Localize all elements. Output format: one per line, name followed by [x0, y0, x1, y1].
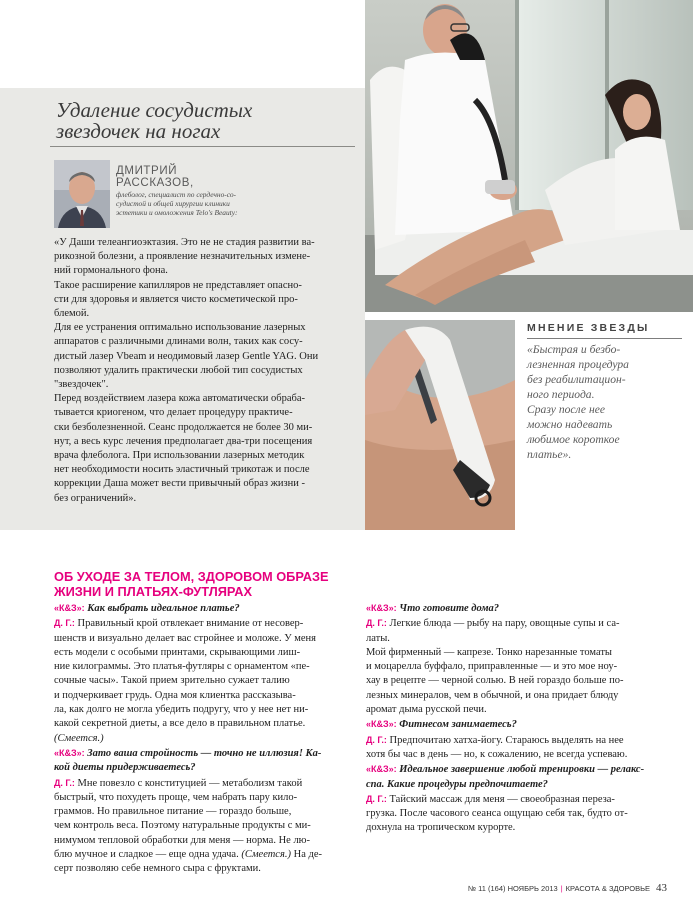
- interview-column-right: [366, 601, 666, 836]
- author-role: [116, 191, 266, 217]
- footer-separator: |: [560, 884, 563, 893]
- opinion-line: лезненная процедура: [527, 358, 629, 371]
- star-tag: Д. Г.:: [366, 734, 387, 745]
- procedure-photo: [365, 0, 693, 312]
- quote-line: Перед воздействием лазера кожа автоматически обраба-: [54, 393, 306, 405]
- interview-answer: [366, 616, 666, 631]
- headline-divider: [50, 146, 355, 147]
- star-tag: Д. Г.:: [366, 618, 387, 629]
- opinion-line: любимое короткое: [527, 433, 620, 446]
- answer-line: есть модели с особыми принтами, скрывающими лиш-: [54, 646, 301, 658]
- expert-quote: [54, 236, 359, 506]
- quote-line: без ограничений».: [54, 492, 137, 504]
- headline-line: звездочек на ногах: [56, 119, 221, 143]
- opinion-title: МНЕНИЕ ЗВЕЗДЫ: [527, 322, 650, 334]
- question-line: кой диеты придерживаетесь?: [54, 762, 196, 774]
- opinion-line: «Быстрая и безбо-: [527, 343, 621, 356]
- interview-section-title: [54, 570, 354, 599]
- author-first-name: ДМИТРИЙ: [116, 165, 178, 177]
- author-role-line: судистой и общей хирургии клиники: [116, 198, 230, 208]
- page-number: 43: [656, 882, 668, 894]
- interview-answer: [366, 792, 666, 807]
- opinion-line: можно надевать: [527, 418, 613, 431]
- star-tag: Д. Г.:: [366, 793, 387, 804]
- opinion-line: платье».: [527, 448, 572, 461]
- answer-line: аромат дыма русской печи.: [366, 704, 487, 716]
- quote-line: Такое расширение капилляров не представляет опасно-: [54, 279, 302, 291]
- answer-line: чем контроль веса. Поэтому натуральные продукты с ми-: [54, 820, 311, 832]
- issue-info: № 11 (164) НОЯБРЬ 2013: [468, 884, 558, 893]
- quote-line: позволяют удалить практически любой тип сосудистых: [54, 364, 303, 376]
- answer-text: Легкие блюда — рыбу на пару, овощные супы и са-: [389, 618, 620, 630]
- opinion-divider: [527, 338, 682, 339]
- answer-line: какой секретной диеты, а все дело в правильном платье.: [54, 718, 306, 730]
- magazine-tag: «К&З»:: [366, 764, 397, 775]
- answer-line: хотя бы час в день — но, к сожалению, не всегда успеваю.: [366, 748, 628, 760]
- quote-line: ски безболезненной. Сеанс продолжается не более 30 ми-: [54, 421, 313, 433]
- opinion-line: Сразу после нее: [527, 403, 605, 416]
- interview-question: [366, 717, 666, 732]
- magazine-tag: «К&З»:: [54, 603, 85, 613]
- answer-line: шенств и визуально делает вас стройнее и моложе. У меня: [54, 632, 317, 644]
- quote-line: врача флеболога. При использовании лазерных методик: [54, 450, 305, 462]
- answer-text: Предпочитаю хатха-йогу. Стараюсь выделять на нее: [389, 734, 624, 746]
- magazine-tag: «К&З»:: [54, 747, 85, 758]
- interview-answer: [366, 733, 666, 748]
- answer-line: лезных минералов, чем в обычной, и она придает блюду: [366, 689, 619, 701]
- question-text: Что готовите дома?: [399, 603, 500, 614]
- answer-line: и подчеркивает грудь. Одна моя клиентка рассказыва-: [54, 689, 296, 701]
- quote-line: Для ее устранения оптимально использование лазерных: [54, 322, 306, 334]
- answer-text: блю мучное и сладкое — еще одна удача.: [54, 849, 239, 861]
- author-name: [116, 165, 246, 189]
- opinion-line: без реабилитацион-: [527, 373, 626, 386]
- answer-line: быстрый, что похудеть проще, чем набрать пару кило-: [54, 791, 298, 803]
- answer-text: Тайский массаж для меня — своеобразная переза-: [389, 793, 615, 805]
- answer-line: латы.: [366, 632, 390, 644]
- quote-line: нут, а весь курс лечения предполагает два-три посещения: [54, 435, 313, 447]
- answer-line: нимумом тепловой обработки для меня — норма. Не лю-: [54, 834, 311, 846]
- quote-line: рикозной болезни, а проявление незначительных измене-: [54, 251, 311, 263]
- star-opinion: [527, 342, 677, 462]
- magazine-tag: «К&З»:: [366, 603, 397, 613]
- question-text: Как выбрать идеальное платье?: [87, 603, 240, 614]
- section-title-line: ЖИЗНИ И ПЛАТЬЯХ-ФУТЛЯРАХ: [54, 583, 253, 599]
- quote-line: аппаратов с различными длинами волн, таких как сосу-: [54, 336, 303, 348]
- interview-column-left: [54, 601, 354, 877]
- question-text: Фитнесом занимаетесь?: [399, 719, 517, 731]
- interview-question: [54, 746, 354, 761]
- star-tag: Д. Г.:: [54, 618, 75, 629]
- answer-line: и моцарелла буффало, приправленные — и это мое ноу-: [366, 661, 618, 673]
- quote-line: дистый лазер Vbeam и неодимовый лазер Gentle YAG. Они: [54, 350, 319, 362]
- interview-question: [366, 762, 666, 777]
- quote-line: коррекции Даша может вести привычный образ жизни -: [54, 478, 306, 490]
- interview-question: [366, 601, 666, 616]
- opinion-line: ного периода.: [527, 388, 595, 401]
- interview-question: [54, 601, 354, 616]
- answer-line: (Смеется.): [54, 732, 104, 744]
- magazine-tag: «К&З»:: [366, 719, 397, 730]
- headline-line: Удаление сосудистых: [56, 98, 253, 122]
- author-last-name: РАССКАЗОВ,: [116, 177, 194, 189]
- answer-line: хау в рецепте — черной солью. В ней гораздо больше по-: [366, 675, 624, 687]
- interview-answer: [54, 616, 354, 631]
- answer-line: ла, как долго не могла убедить подругу, что у нее нет ни-: [54, 704, 309, 716]
- answer-text: Мне повезло с конституцией — метаболизм такой: [77, 777, 303, 789]
- answer-line: ние килограммы. Это платья-футляры с орнаментом «пе-: [54, 661, 310, 673]
- answer-text: Правильный крой отвлекает внимание от несовер-: [77, 618, 304, 630]
- answer-line: грузка. После часового сеанса ощущаю себя так, будто от-: [366, 808, 628, 820]
- page-footer: [468, 882, 688, 894]
- answer-line: [54, 848, 354, 862]
- question-text: Зато ваша стройность — точно не иллюзия! Ка-: [87, 747, 322, 759]
- interview-answer: [54, 776, 354, 791]
- quote-line: "звездочек".: [54, 379, 109, 391]
- answer-line: дохнула на тропическом курорте.: [366, 822, 516, 834]
- answer-line: граммов. Но правильное питание — гораздо больше,: [54, 806, 292, 818]
- answer-tail: На де-: [290, 849, 322, 861]
- answer-line: Мой фирменный — капрезе. Тонко нарезанные томаты: [366, 646, 612, 658]
- quote-line: тывается криогеном, что делает процедуру практиче-: [54, 407, 293, 419]
- quote-line: блемой.: [54, 308, 90, 320]
- author-photo: [54, 160, 110, 228]
- laugh-note: (Смеется.): [241, 849, 291, 861]
- quote-line: сти для здоровья и является чисто косметической про-: [54, 293, 298, 305]
- author-role-line: эстетики и омоложения Telo's Beauty:: [116, 207, 238, 217]
- answer-line: серт позволяю себе немного сыра с фруктами.: [54, 863, 261, 875]
- question-line: спа. Какие процедуры предпочитаете?: [366, 778, 548, 790]
- article-headline: [56, 100, 356, 142]
- quote-line: нет необходимости носить эластичный трикотаж и после: [54, 464, 310, 476]
- laser-closeup-photo: [365, 320, 515, 530]
- section-title-line: ОБ УХОДЕ ЗА ТЕЛОМ, ЗДОРОВОМ ОБРАЗЕ: [54, 569, 329, 584]
- quote-line: ний гормонального фона.: [54, 265, 168, 277]
- author-role-line: флеболог, специалист по сердечно-со-: [116, 190, 237, 199]
- quote-line: «У Даши телеангиоэктазия. Это не не стадия развитии ва-: [54, 237, 315, 248]
- answer-line: сочные часы». Такой прием зрительно сужает талию: [54, 675, 290, 687]
- star-tag: Д. Г.:: [54, 777, 75, 788]
- magazine-name: КРАСОТА & ЗДОРОВЬЕ: [565, 884, 651, 893]
- question-text: Идеальное завершение любой тренировки — релакс-: [399, 764, 645, 776]
